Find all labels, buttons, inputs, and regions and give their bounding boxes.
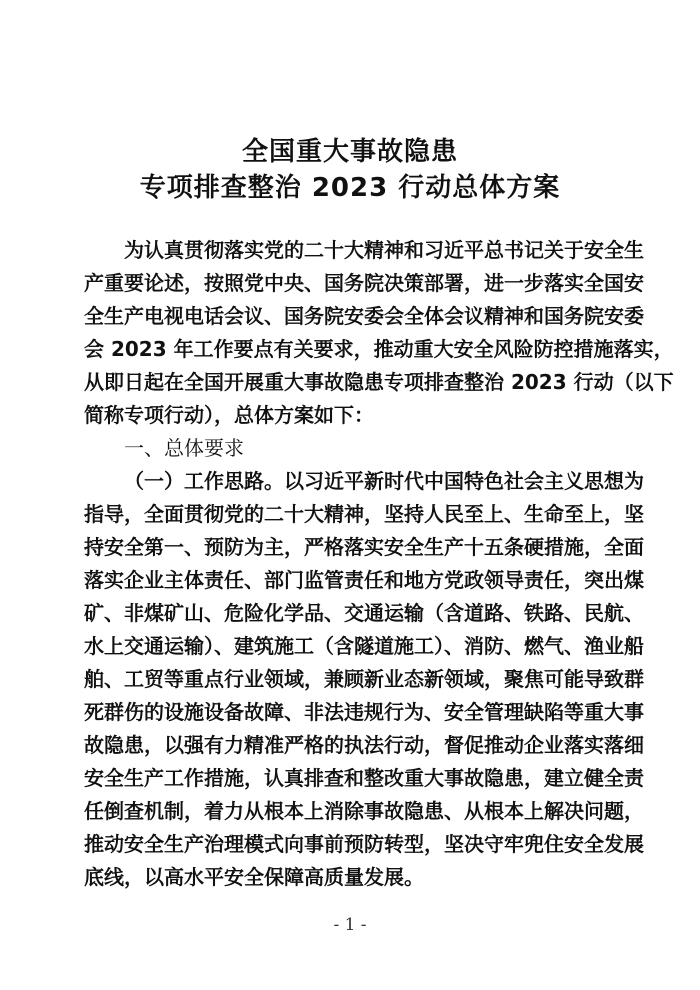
- intro-line: 全生产电视电话会议、国务院安委会全体会议精神和国务院安委: [84, 304, 644, 328]
- document-body: [84, 234, 674, 894]
- page-number: - 1 -: [333, 915, 367, 935]
- paragraph-line: 推动安全生产治理模式向事前预防转型，坚决守牢兜住安全发展: [84, 832, 644, 856]
- intro-line: 会 2023 年工作要点有关要求，推动重大安全风险防控措施落实，: [84, 337, 674, 361]
- paragraph-line: 持安全第一、预防为主，严格落实安全生产十五条硬措施，全面: [84, 535, 644, 559]
- section-heading: 一、总体要求: [124, 436, 244, 460]
- paragraph-line: 舶、工贸等重点行业领域，兼顾新业态新领域，聚焦可能导致群: [84, 667, 644, 691]
- paragraph-line: 矿、非煤矿山、危险化学品、交通运输（含道路、铁路、民航、: [84, 601, 644, 625]
- paragraph-line: 指导，全面贯彻党的二十大精神，坚持人民至上、生命至上，坚: [84, 502, 644, 526]
- intro-line: 为认真贯彻落实党的二十大精神和习近平总书记关于安全生: [124, 238, 644, 262]
- document-title-line-2: 专项排查整治 2023 行动总体方案: [139, 173, 561, 203]
- intro-line: 从即日起在全国开展重大事故隐患专项排查整治 2023 行动（以下: [84, 370, 674, 394]
- paragraph-line: 安全生产工作措施，认真排查和整改重大事故隐患，建立健全责: [84, 766, 644, 790]
- paragraph-line: 水上交通运输）、建筑施工（含隧道施工）、消防、燃气、渔业船: [84, 634, 644, 658]
- paragraph-line: （一）工作思路。以习近平新时代中国特色社会主义思想为: [124, 469, 644, 493]
- document-title-line-1: 全国重大事故隐患: [241, 137, 458, 167]
- intro-line: 产重要论述，按照党中央、国务院决策部署，进一步落实全国安: [84, 271, 644, 295]
- paragraph-line: 任倒查机制，着力从根本上消除事故隐患、从根本上解决问题，: [84, 799, 644, 823]
- paragraph-line: 死群伤的设施设备故障、非法违规行为、安全管理缺陷等重大事: [84, 700, 644, 724]
- paragraph-line: 底线，以高水平安全保障高质量发展。: [84, 865, 424, 889]
- intro-line: 简称专项行动），总体方案如下：: [84, 403, 374, 427]
- paragraph-line: 故隐患，以强有力精准严格的执法行动，督促推动企业落实落细: [84, 733, 644, 757]
- paragraph-line: 落实企业主体责任、部门监管责任和地方党政领导责任，突出煤: [84, 568, 644, 592]
